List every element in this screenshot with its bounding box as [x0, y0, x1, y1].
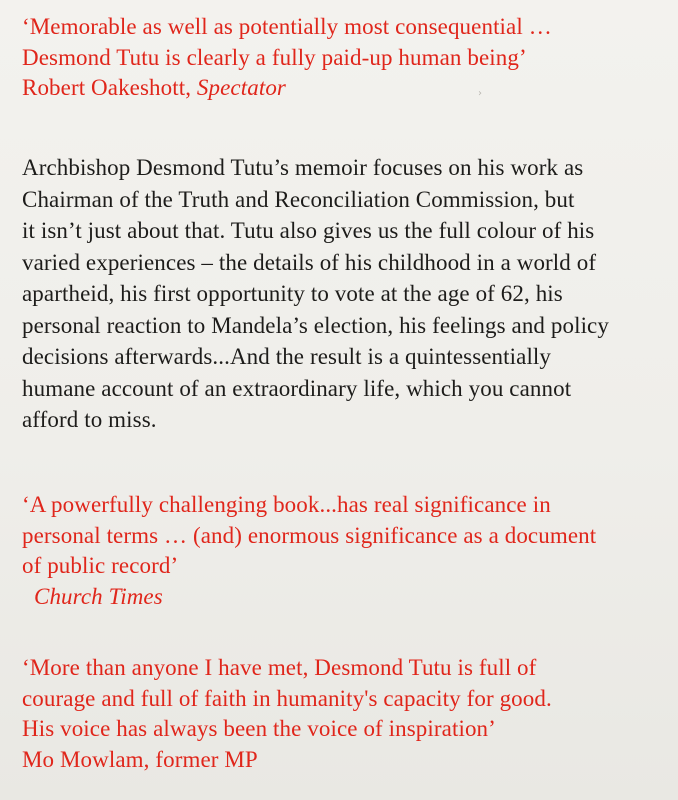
- description-line: afford to miss.: [22, 407, 157, 432]
- description-line: it isn’t just about that. Tutu also gives us the full colour of his: [22, 218, 595, 243]
- description-line: decisions afterwards...And the result is a quintessentially: [22, 344, 552, 369]
- quote-attribution: [22, 73, 672, 104]
- quote-line: personal terms … (and) enormous significance as a document: [22, 522, 597, 548]
- quote-line: ‘Memorable as well as potentially most consequential …: [22, 14, 552, 39]
- description-line: apartheid, his first opportunity to vote at the age of 62, his: [22, 281, 563, 306]
- attribution-source: Spectator: [196, 75, 286, 100]
- quote-line: ‘A powerfully challenging book...has real significance in: [22, 492, 551, 517]
- attribution-source: Church Times: [34, 583, 163, 609]
- description-line: varied experiences – the details of his childhood in a world of: [22, 249, 597, 275]
- description-line: personal reaction to Mandela’s election, his feelings and policy: [22, 312, 609, 338]
- review-quote-church-times: [22, 490, 672, 612]
- quote-line: His voice has always been the voice of inspiration’: [22, 716, 496, 741]
- description-line: Archbishop Desmond Tutu’s memoir focuses on his work as: [22, 155, 584, 180]
- quote-line: courage and full of faith in humanity's capacity for good.: [22, 685, 552, 711]
- description-line: Chairman of the Truth and Reconciliation Commission, but: [22, 186, 575, 212]
- review-quote-spectator: [22, 12, 672, 104]
- quote-line: of public record’: [22, 553, 179, 578]
- description-line: humane account of an extraordinary life, which you cannot: [22, 375, 572, 401]
- attribution-author: Robert Oakeshott,: [22, 75, 192, 100]
- quote-line: Desmond Tutu is clearly a fully paid-up human being’: [22, 44, 527, 70]
- review-quote-mo-mowlam: [22, 653, 672, 775]
- quote-line: ‘More than anyone I have met, Desmond Tutu is full of: [22, 655, 537, 680]
- book-description: [22, 152, 672, 436]
- cursor-icon: ›: [478, 88, 482, 99]
- attribution-author: Mo Mowlam, former MP: [22, 746, 258, 772]
